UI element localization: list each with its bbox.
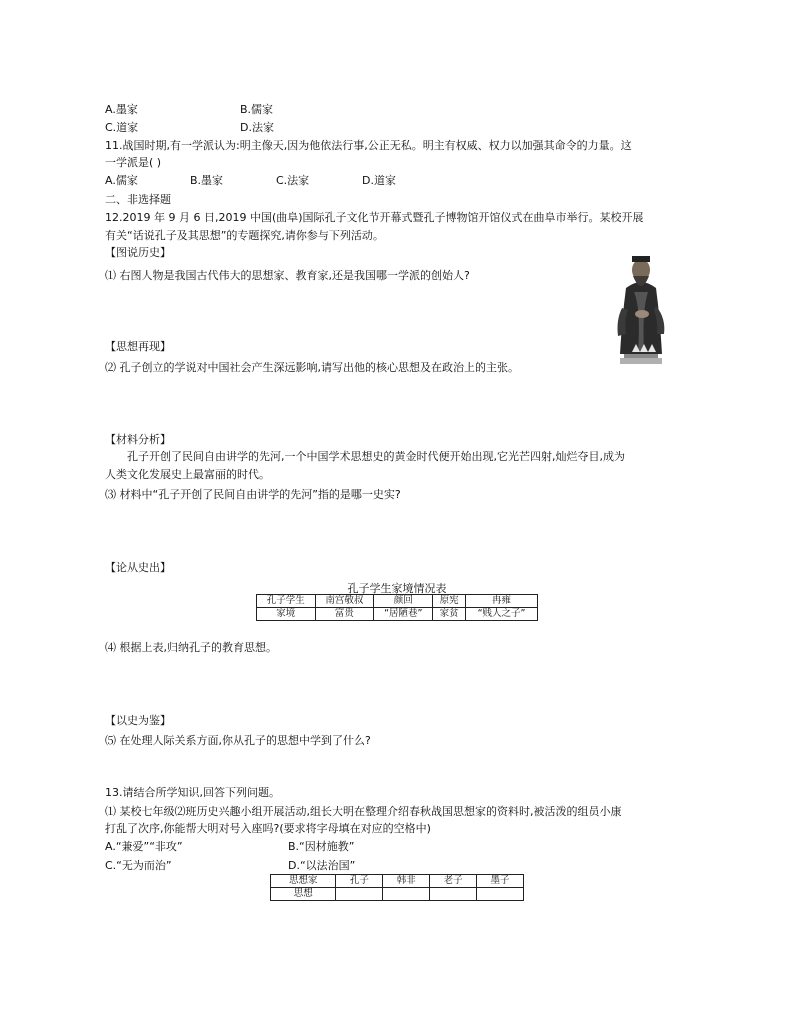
table-row	[271, 888, 524, 901]
q12-part5: ⑸ 在处理人际关系方面,你从孔子的思想中学到了什么?	[105, 734, 371, 747]
table-cell: 墨子	[477, 875, 524, 888]
table-cell: 颜回	[374, 595, 433, 608]
heading-material-analysis: 【材料分析】	[105, 433, 171, 446]
q12-intro-line1: 12.2019 年 9 月 6 日,2019 中国(曲阜)国际孔子文化节开幕式暨孔子博物馆开馆仪式在曲阜市举行。某校开展	[105, 211, 644, 224]
table-row	[257, 608, 538, 621]
table-cell: 思想	[271, 888, 336, 901]
answer-cell[interactable]	[383, 888, 430, 901]
q12-material-line1: 孔子开创了民间自由讲学的先河,一个中国学术思想史的黄金时代便开始出现,它光芒四射,灿烂夺目,成为	[127, 450, 625, 463]
table-cell: “居陋巷”	[374, 608, 433, 621]
table-cell: 富贵	[315, 608, 374, 621]
table-cell: 原宪	[433, 595, 466, 608]
table-row	[257, 595, 538, 608]
heading-history-as-mirror: 【以史为鉴】	[105, 714, 171, 727]
heading-thought-recurrence: 【思想再现】	[105, 340, 171, 353]
students-family-table	[256, 594, 538, 621]
table-cell: “贱人之子”	[465, 608, 537, 621]
table-cell: 韩非	[383, 875, 430, 888]
q12-part4: ⑷ 根据上表,归纳孔子的教育思想。	[105, 641, 277, 654]
confucius-portrait-image	[612, 248, 670, 366]
table-title: 孔子学生家境情况表	[347, 582, 447, 595]
q13-option-d: D.“以法治国”	[288, 859, 356, 872]
q10-option-c: C.道家	[105, 121, 139, 134]
q13-option-b: B.“因材施教”	[288, 840, 355, 853]
section-title: 二、非选择题	[105, 193, 171, 206]
q10-option-b: B.儒家	[240, 103, 274, 116]
heading-conclusion-from-history: 【论从史出】	[105, 561, 171, 574]
heading-picture-history: 【图说历史】	[105, 246, 171, 259]
q13-intro: 13.请结合所学知识,回答下列问题。	[105, 786, 280, 799]
answer-cell[interactable]	[336, 888, 383, 901]
thinkers-matching-table	[270, 874, 524, 901]
answer-cell[interactable]	[477, 888, 524, 901]
q13-part1-line2: 打乱了次序,你能帮大明对号入座吗?(要求将字母填在对应的空格中)	[105, 822, 431, 835]
answer-cell[interactable]	[430, 888, 477, 901]
table-cell: 孔子	[336, 875, 383, 888]
table-cell: 老子	[430, 875, 477, 888]
q12-material-line2: 人类文化发展史上最富丽的时代。	[105, 468, 270, 481]
table-cell: 思想家	[271, 875, 336, 888]
q11-stem-line1: 11.战国时期,有一学派认为:明主像天,因为他依法行事,公正无私。明主有权威、权力以加强其命令的力量。这	[105, 139, 632, 152]
q11-option-b: B.墨家	[190, 174, 224, 187]
q12-part2: ⑵ 孔子创立的学说对中国社会产生深远影响,请写出他的核心思想及在政治上的主张。	[105, 361, 519, 374]
q13-option-a: A.“兼爱”“非攻”	[105, 840, 183, 853]
q11-option-d: D.道家	[362, 174, 396, 187]
q12-intro-line2: 有关“话说孔子及其思想”的专题探究,请你参与下列活动。	[105, 229, 384, 242]
q13-option-c: C.“无为而治”	[105, 859, 172, 872]
table-cell: 家境	[257, 608, 316, 621]
q11-option-a: A.儒家	[105, 174, 138, 187]
table-row	[271, 875, 524, 888]
table-cell: 南宫敬叔	[315, 595, 374, 608]
table-cell: 家贫	[433, 608, 466, 621]
q11-stem-line2: 一学派是( )	[105, 156, 162, 169]
table-cell: 冉雍	[465, 595, 537, 608]
q10-option-d: D.法家	[240, 121, 274, 134]
q12-part3: ⑶ 材料中“孔子开创了民间自由讲学的先河”指的是哪一史实?	[105, 488, 401, 501]
q10-option-a: A.墨家	[105, 103, 138, 116]
q13-part1-line1: ⑴ 某校七年级⑵班历史兴趣小组开展活动,组长大明在整理介绍春秋战国思想家的资料时,被活泼的组员小康	[105, 805, 622, 818]
q11-option-c: C.法家	[276, 174, 310, 187]
q12-part1: ⑴ 右图人物是我国古代伟大的思想家、教育家,还是我国哪一学派的创始人?	[105, 269, 470, 282]
table-cell: 孔子学生	[257, 595, 316, 608]
